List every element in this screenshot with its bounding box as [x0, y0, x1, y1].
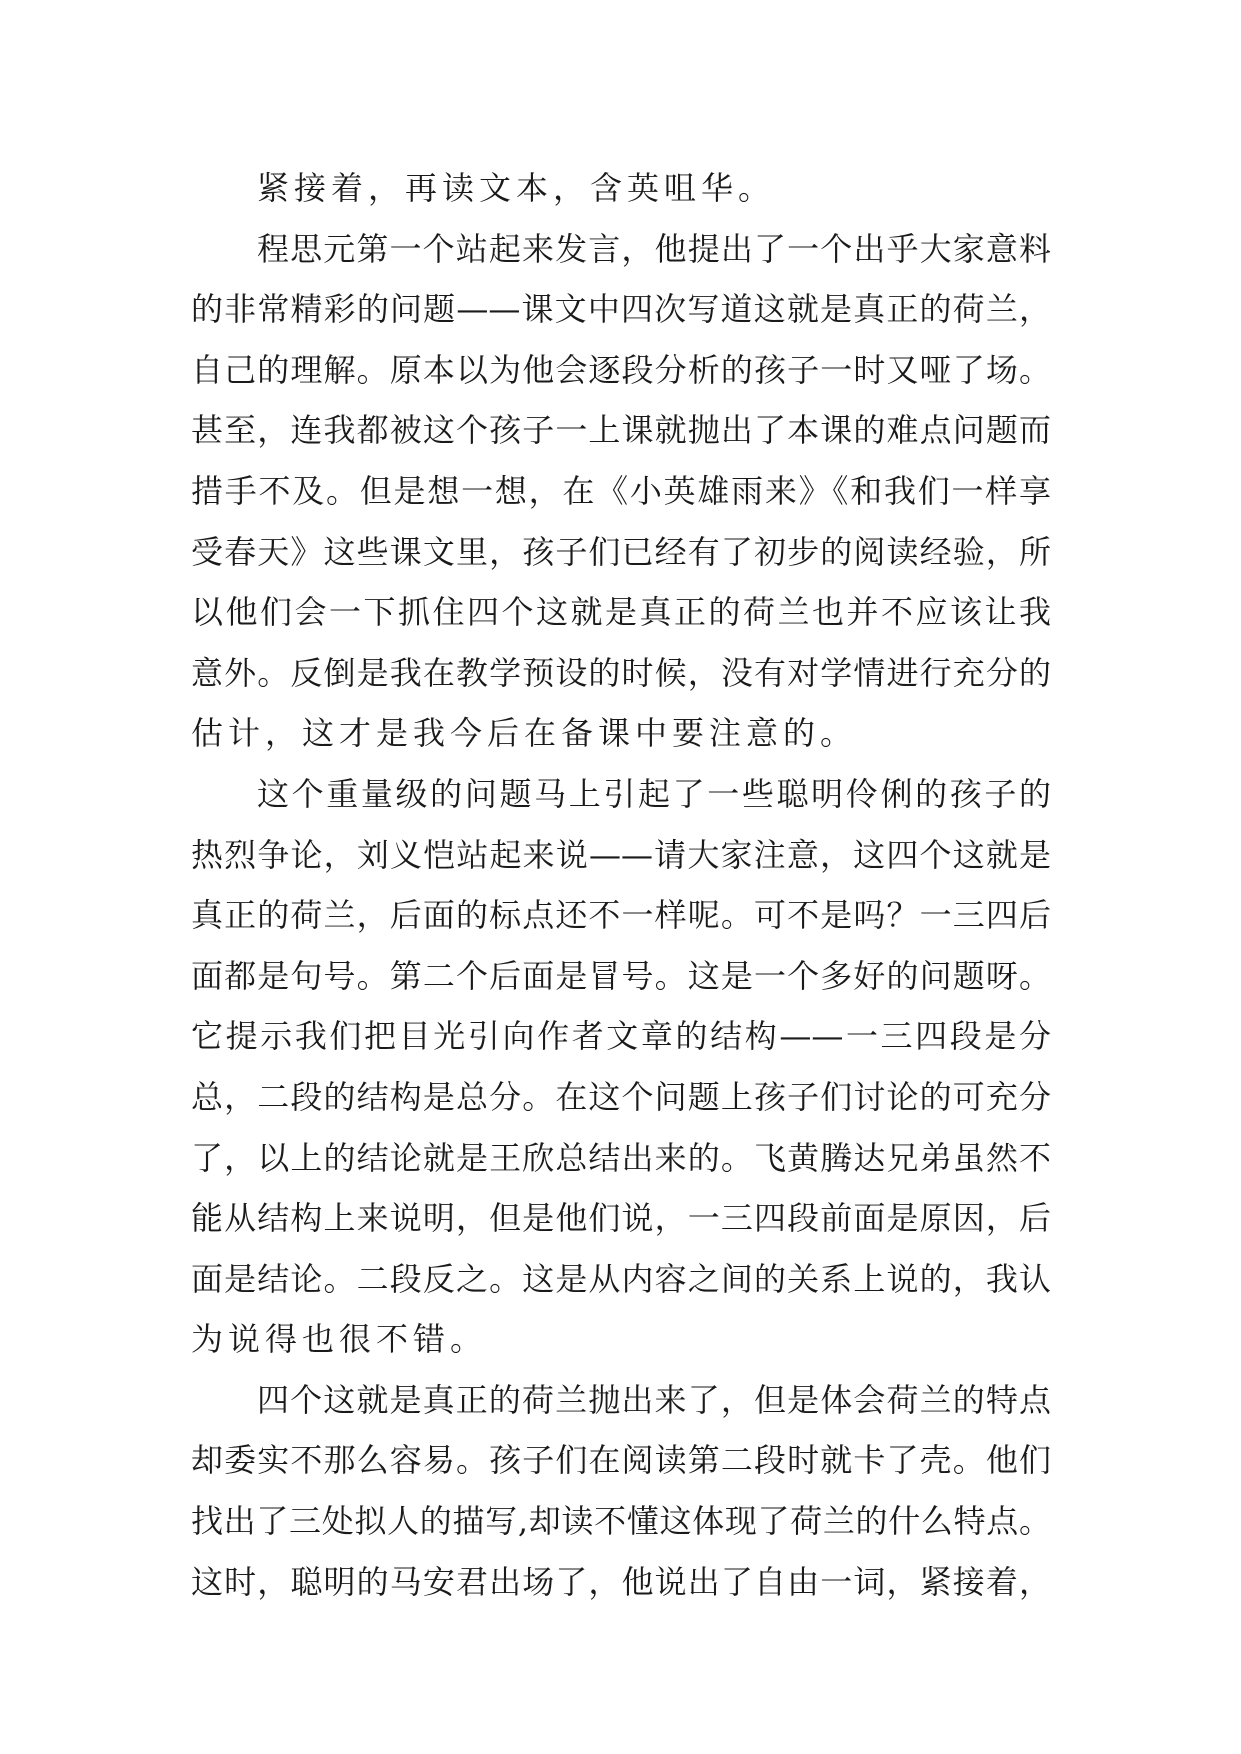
paragraph-line: 了，以上的结论就是王欣总结出来的。飞黄腾达兄弟虽然不 — [191, 1138, 1051, 1177]
paragraph-line: 面是结论。二段反之。这是从内容之间的关系上说的，我认 — [191, 1259, 1051, 1298]
paragraph-line: 找出了三处拟人的描写,却读不懂这体现了荷兰的什么特点。 — [191, 1502, 1051, 1541]
paragraph-line: 真正的荷兰，后面的标点还不一样呢。可不是吗？一三四后 — [191, 896, 1051, 935]
paragraph-line: 的非常精彩的问题——课文中四次写道这就是真正的荷兰， — [191, 290, 1051, 329]
paragraph-line: 总，二段的结构是总分。在这个问题上孩子们讨论的可充分 — [191, 1077, 1051, 1116]
paragraph-line: 它提示我们把目光引向作者文章的结构——一三四段是分 — [191, 1017, 1051, 1056]
paragraph-line: 估计，这才是我今后在备课中要注意的。 — [191, 714, 858, 753]
paragraph-line: 措手不及。但是想一想，在《小英雄雨来》《和我们一样享 — [191, 471, 1051, 510]
paragraph-line: 自己的理解。原本以为他会逐段分析的孩子一时又哑了场。 — [191, 350, 1051, 389]
paragraph-line: 以他们会一下抓住四个这就是真正的荷兰也并不应该让我 — [191, 593, 1051, 632]
paragraph-line: 意外。反倒是我在教学预设的时候，没有对学情进行充分的 — [191, 653, 1051, 692]
paragraph-line: 热烈争论，刘义恺站起来说——请大家注意，这四个这就是 — [191, 835, 1051, 874]
paragraph-line: 甚至，连我都被这个孩子一上课就抛出了本课的难点问题而 — [191, 411, 1051, 450]
paragraph-line: 这个重量级的问题马上引起了一些聪明伶俐的孩子的 — [257, 774, 1051, 813]
paragraph-line: 受春天》这些课文里，孩子们已经有了初步的阅读经验，所 — [191, 532, 1051, 571]
paragraph-line: 四个这就是真正的荷兰抛出来了，但是体会荷兰的特点 — [257, 1380, 1051, 1419]
paragraph-line: 面都是句号。第二个后面是冒号。这是一个多好的问题呀。 — [191, 956, 1051, 995]
paragraph-line: 这时，聪明的马安君出场了，他说出了自由一词，紧接着， — [191, 1562, 1051, 1601]
body-text — [191, 158, 1051, 1612]
paragraph-line: 为说得也很不错。 — [191, 1320, 488, 1359]
paragraph-line: 却委实不那么容易。孩子们在阅读第二段时就卡了壳。他们 — [191, 1441, 1051, 1480]
paragraph-line: 程思元第一个站起来发言，他提出了一个出乎大家意料 — [257, 229, 1051, 268]
paragraph-line: 能从结构上来说明，但是他们说，一三四段前面是原因，后 — [191, 1199, 1051, 1238]
paragraph-line: 紧接着，再读文本，含英咀华。 — [257, 169, 776, 207]
